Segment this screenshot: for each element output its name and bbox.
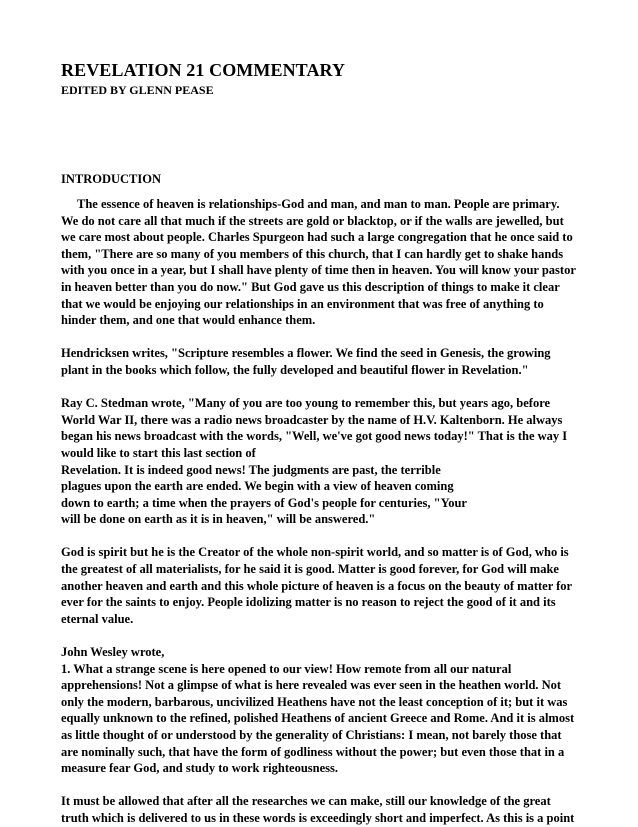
- text-line: another heaven and earth and this whole picture of heaven is a focus on the beauty of matter for: [61, 578, 573, 593]
- text-line: It must be allowed that after all the researches we can make, still our knowledge of the great: [61, 794, 551, 809]
- text-line: plant in the books which follow, the fully developed and beautiful flower in Revelation.": [61, 362, 529, 377]
- text-line: with you once in a year, but I shall have plenty of time then in heaven. You will know your pastor: [61, 263, 576, 278]
- text-line: Revelation. It is indeed good news! The judgments are past, the terrible: [61, 462, 441, 477]
- text-line: began his news broadcast with the words, "Well, we've got good news today!" That is the way I: [61, 429, 568, 444]
- text-line: would like to start this last section of: [61, 445, 256, 460]
- text-line: down to earth; a time when the prayers of God's people for centuries, "Your: [61, 495, 467, 510]
- paragraph: [61, 793, 580, 826]
- text-line: measure fear God, and study to work righteousness.: [61, 761, 338, 776]
- text-line: that we would be enjoying our relationships in an environment that was free of anything to: [61, 296, 544, 311]
- text-line: God is spirit but he is the Creator of the whole non-spirit world, and so matter is of God, who is: [61, 545, 569, 560]
- text-line: hinder them, and one that would enhance them.: [61, 313, 316, 328]
- text-line: plagues upon the earth are ended. We begin with a view of heaven coming: [61, 479, 454, 494]
- text-line: the greatest of all materialists, for he said it is good. Matter is good forever, for God will make: [61, 562, 559, 577]
- text-line: 1. What a strange scene is here opened to our view! How remote from all our natural: [61, 661, 512, 676]
- paragraph: [61, 644, 580, 777]
- text-line: Ray C. Stedman wrote, "Many of you are too young to remember this, but years ago, before: [61, 396, 551, 411]
- text-line: we care most about people. Charles Spurgeon had such a large congregation that he once said to: [61, 230, 573, 245]
- text-line: as little thought of or understood by the generality of Christians: I mean, not barely those that: [61, 728, 562, 742]
- text-line: in heaven better than you do now." But God gave us this description of things to make it clear: [61, 279, 560, 294]
- paragraph: [61, 544, 580, 627]
- text-line: truth which is delivered to us in these words is exceedingly short and imperfect. As this is a point: [61, 810, 575, 825]
- text-line: World War II, there was a radio news broadcaster by the name of H.V. Kaltenborn. He always: [61, 412, 563, 427]
- paragraph: [61, 345, 580, 378]
- document-body: [61, 196, 580, 827]
- text-line: will be done on earth as it is in heaven," will be answered.": [61, 512, 376, 527]
- text-line: eternal value.: [61, 611, 134, 626]
- text-line: ever for the saints to enjoy. People idolizing matter is no reason to reject the good of it and its: [61, 595, 556, 610]
- document-subtitle: EDITED BY GLENN PEASE: [61, 83, 214, 97]
- text-line: them, "There are so many of you members of this church, that I can hardly get to shake hands: [61, 246, 564, 261]
- text-line: apprehensions! Not a glimpse of what is here revealed was ever seen in the heathen world. Not: [61, 678, 562, 693]
- paragraph: [61, 395, 580, 528]
- text-line: We do not care all that much if the streets are gold or blacktop, or if the walls are jewelled, but: [61, 213, 564, 228]
- document-title: REVELATION 21 COMMENTARY: [61, 60, 346, 80]
- text-line: are nominally such, that have the form of godliness without the power; but even those that in a: [61, 744, 565, 759]
- text-line: John Wesley wrote,: [61, 645, 165, 660]
- text-line: The essence of heaven is relationships-God and man, and man to man. People are primary.: [77, 197, 560, 211]
- text-line: only the modern, barbarous, uncivilized Heathens have not the least conception of it; but it was: [61, 694, 568, 709]
- text-line: Hendricksen writes, "Scripture resembles a flower. We find the seed in Genesis, the growing: [61, 346, 551, 361]
- paragraph: [61, 196, 580, 329]
- text-line: equally unknown to the refined, polished Heathens of ancient Greece and Rome. And it is almost: [61, 711, 575, 726]
- section-heading: INTRODUCTION: [61, 172, 162, 186]
